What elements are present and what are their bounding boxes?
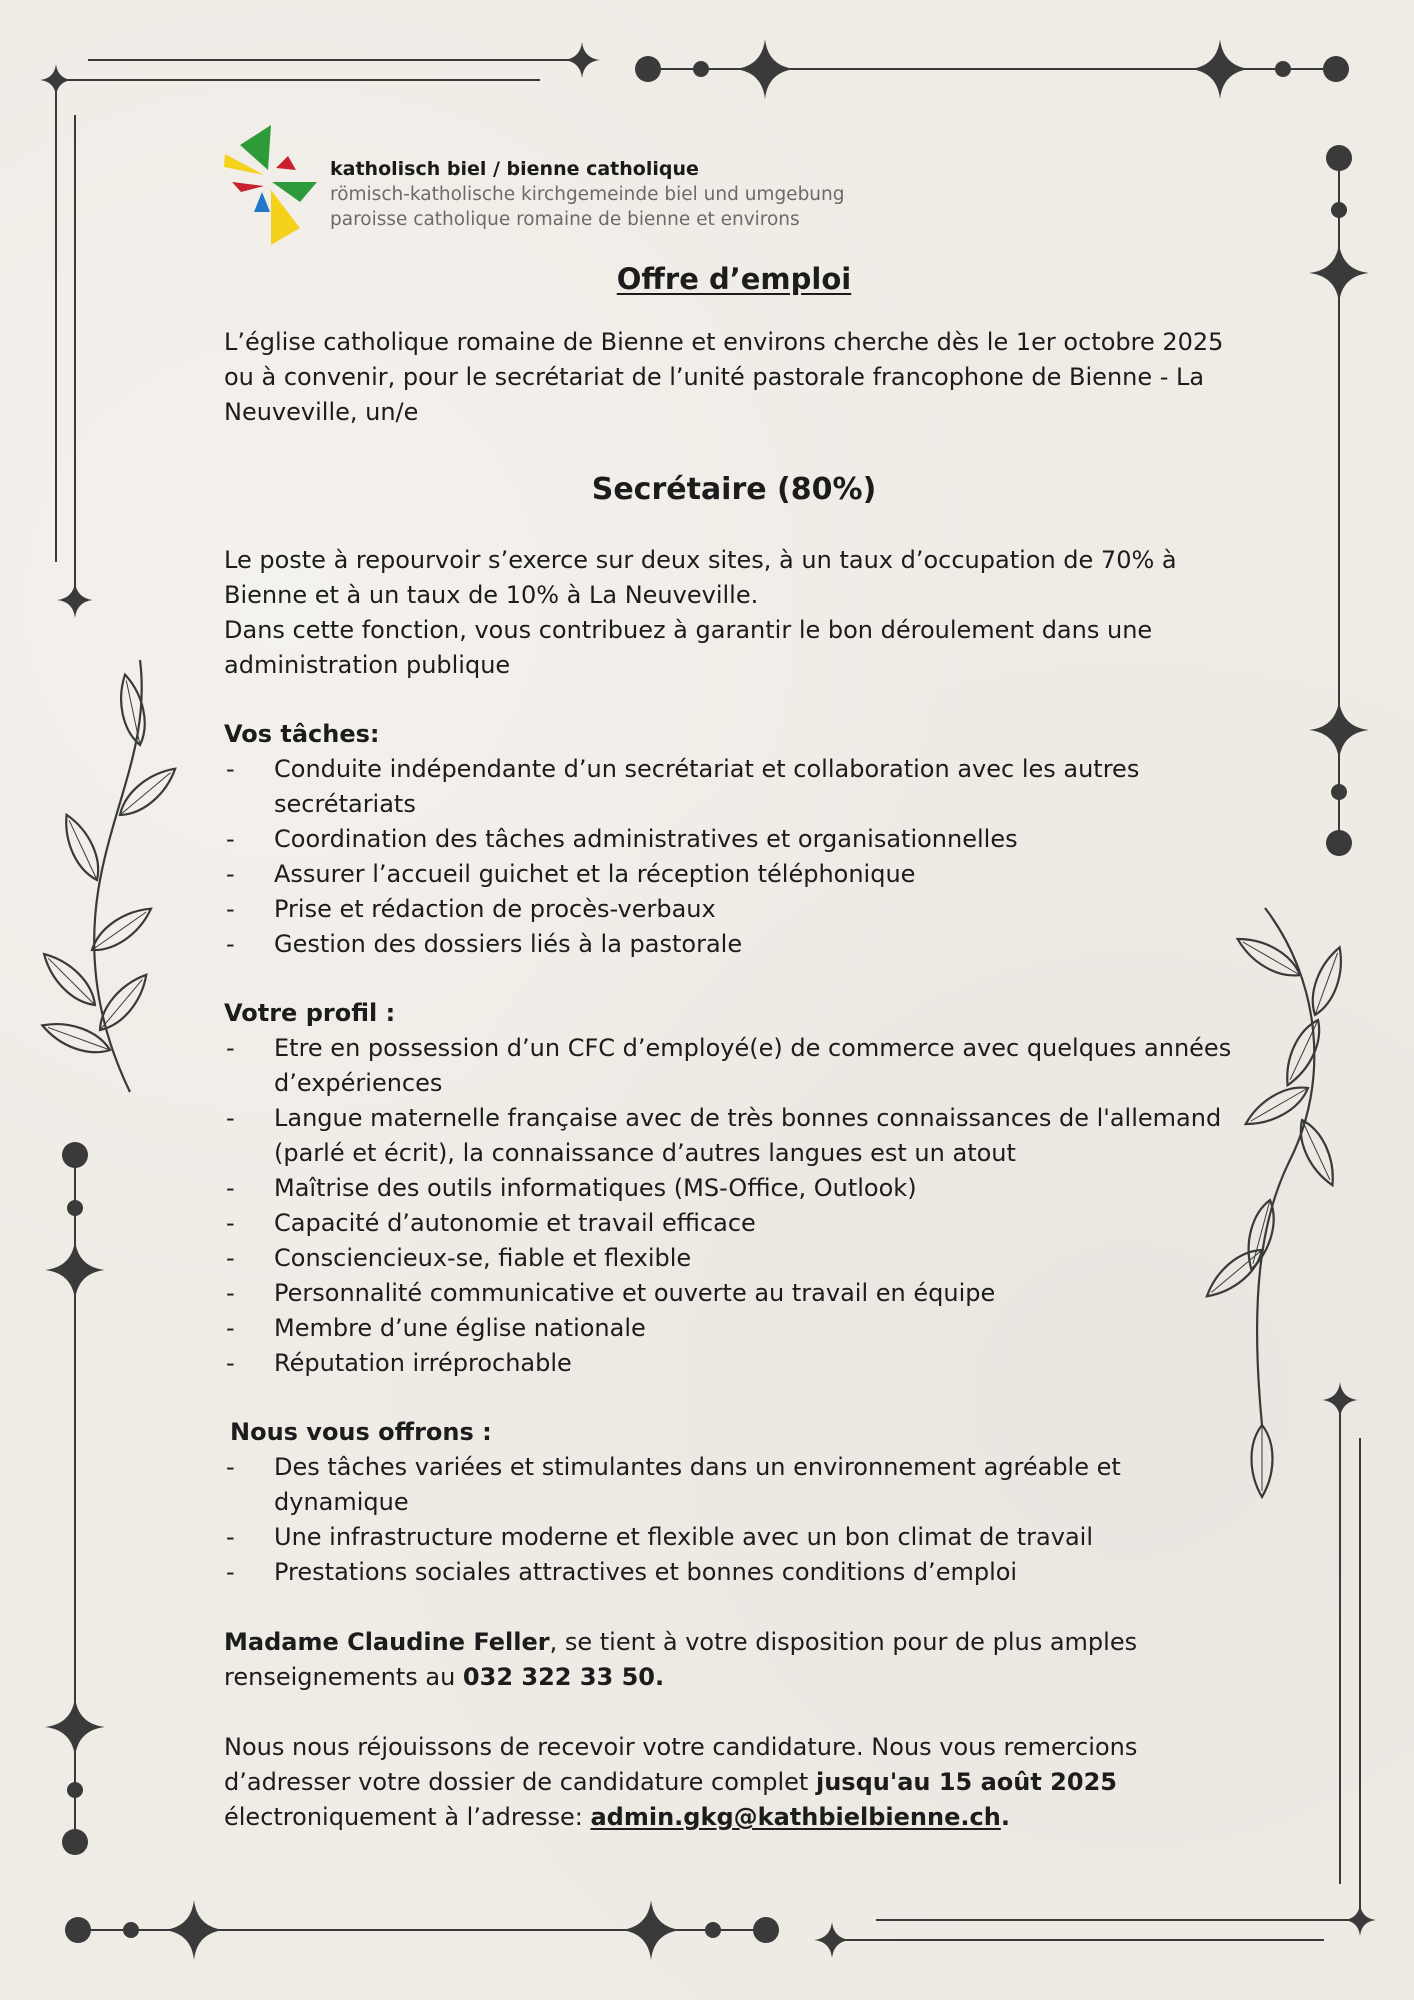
- description-line-1: Le poste à repourvoir s’exerce sur deux sites, à un taux d’occupation de 70% à Bienne et à un taux de 10% à La Neuveville.: [224, 546, 1177, 609]
- contact-text: , se tient à votre disposition pour de plus amples renseignements au: [224, 1628, 1138, 1691]
- organization-subtitle-de: römisch-katholische kirchgemeinde biel und umgebung: [330, 184, 845, 205]
- closing-text-2: électroniquement à l’adresse:: [224, 1803, 591, 1831]
- tasks-list: [224, 752, 1244, 962]
- list-item: - Langue maternelle française avec de très bonnes connaissances de l'allemand (parlé et écrit), la connaissance d’autres langues est un atout: [224, 1101, 1244, 1171]
- list-item: - Conduite indépendante d’un secrétariat et collaboration avec les autres secrétariats: [224, 752, 1244, 822]
- list-item: - Membre d’une église nationale: [224, 1311, 1244, 1346]
- parish-logo-icon: [224, 120, 334, 250]
- application-deadline: jusqu'au 15 août 2025: [815, 1768, 1117, 1796]
- closing-period: .: [1000, 1803, 1010, 1831]
- profile-list: [224, 1031, 1244, 1381]
- contact-email-link[interactable]: admin.gkg@kathbielbienne.ch: [590, 1803, 1001, 1831]
- organization-name: katholisch biel / bienne catholique: [330, 158, 699, 180]
- offer-list: [224, 1450, 1244, 1590]
- contact-paragraph: [224, 1625, 1244, 1695]
- list-item: - Une infrastructure moderne et flexible avec un bon climat de travail: [224, 1520, 1244, 1555]
- tasks-title: Vos tâches:: [224, 720, 380, 748]
- job-title: Secrétaire (80%): [591, 472, 877, 507]
- job-posting: [224, 262, 1244, 1835]
- list-item: - Coordination des tâches administratives et organisationnelles: [224, 822, 1244, 857]
- list-item: - Maîtrise des outils informatiques (MS-Office, Outlook): [224, 1171, 1244, 1206]
- list-item: - Capacité d’autonomie et travail efficace: [224, 1206, 1244, 1241]
- list-item: - Prise et rédaction de procès-verbaux: [224, 892, 1244, 927]
- intro-paragraph: L’église catholique romaine de Bienne et environs cherche dès le 1er octobre 2025 ou à convenir, pour le secrétariat de l’unité pastorale francophone de Bienne - La Neuveville, un/e: [224, 328, 1224, 426]
- organization-header: [330, 157, 845, 232]
- list-item: - Des tâches variées et stimulantes dans un environnement agréable et dynamique: [224, 1450, 1244, 1520]
- closing-paragraph: [224, 1730, 1244, 1835]
- contact-phone: 032 322 33 50.: [462, 1663, 665, 1691]
- list-item: - Gestion des dossiers liés à la pastorale: [224, 927, 1244, 962]
- list-item: - Personnalité communicative et ouverte au travail en équipe: [224, 1276, 1244, 1311]
- list-item: - Consciencieux-se, fiable et flexible: [224, 1241, 1244, 1276]
- list-item: - Etre en possession d’un CFC d’employé(e) de commerce avec quelques années d’expériences: [224, 1031, 1244, 1101]
- list-item: - Réputation irréprochable: [224, 1346, 1244, 1381]
- offer-title: Nous vous offrons :: [230, 1418, 492, 1446]
- list-item: - Assurer l’accueil guichet et la réception téléphonique: [224, 857, 1244, 892]
- list-item: - Prestations sociales attractives et bonnes conditions d’emploi: [224, 1555, 1244, 1590]
- contact-name: Madame Claudine Feller: [224, 1628, 550, 1656]
- page-title: Offre d’emploi: [616, 262, 852, 296]
- description-line-2: Dans cette fonction, vous contribuez à garantir le bon déroulement dans une administration publique: [224, 616, 1153, 679]
- organization-subtitle-fr: paroisse catholique romaine de bienne et environs: [330, 209, 800, 230]
- profile-title: Votre profil :: [224, 999, 396, 1027]
- closing-text-1: Nous nous réjouissons de recevoir votre candidature. Nous vous remercions d’adresser votre dossier de candidature complet: [224, 1733, 1138, 1796]
